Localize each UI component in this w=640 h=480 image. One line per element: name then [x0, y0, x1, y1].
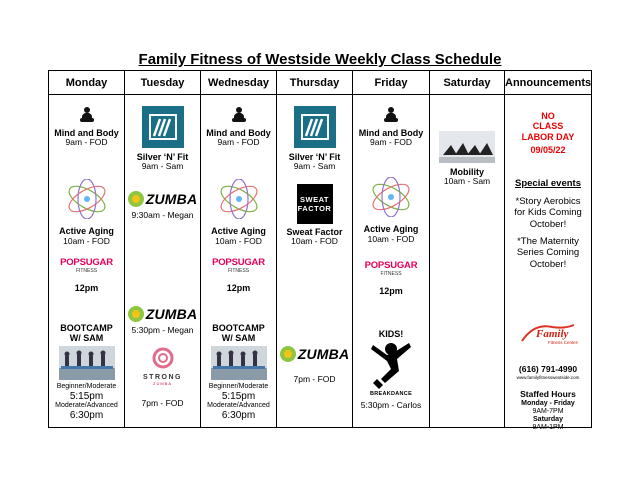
- svg-text:Family: Family: [536, 328, 569, 340]
- class-zumba-morning: [125, 191, 200, 221]
- notice-date: 09/05/22: [530, 145, 566, 156]
- class-level: Moderate/Advanced: [207, 402, 270, 410]
- popsugar-logo-sub: FITNESS: [75, 267, 98, 274]
- class-mind-and-body: [201, 107, 276, 148]
- announcements-column: [505, 95, 592, 431]
- class-popsugar: [49, 258, 124, 293]
- mobility-photo: [439, 131, 495, 163]
- header-thursday: Thursday: [277, 71, 353, 95]
- class-time: 10am - FOD: [215, 235, 262, 246]
- class-active-aging: [353, 177, 429, 245]
- class-name: Mobility: [450, 167, 484, 177]
- class-name: Active Aging: [211, 226, 266, 237]
- class-strong: [125, 347, 200, 409]
- kids-label: KIDS!: [378, 329, 404, 339]
- zumba-logo: ZUMBA: [125, 191, 200, 207]
- class-time: 9:30am - Megan: [131, 210, 194, 221]
- active-aging-icon: [214, 179, 264, 219]
- zumba-logo: ZUMBA: [125, 306, 200, 322]
- class-bootcamp: [201, 323, 276, 422]
- strong-logo: STRONG: [143, 374, 182, 382]
- sweat-factor-logo: SWEAT FACTOR: [297, 184, 333, 224]
- header-friday: Friday: [353, 71, 430, 95]
- class-name-sub: W/ SAM: [221, 333, 256, 344]
- class-silver-n-fit: [125, 106, 200, 172]
- monday-column: [49, 95, 125, 428]
- class-time: 10am - FOD: [367, 233, 415, 244]
- class-time: 10am - FOD: [63, 235, 110, 246]
- bootcamp-photo: [211, 346, 267, 380]
- class-time: 5:15pm: [69, 390, 104, 402]
- staffed-hours-heading: Staffed Hours: [520, 389, 576, 399]
- class-time: 12pm: [226, 282, 251, 293]
- family-fitness-logo: [505, 321, 591, 347]
- class-silver-n-fit: [277, 106, 352, 172]
- strong-logo-sub: ZUMBA: [153, 381, 172, 387]
- class-name: BOOTCAMP: [60, 323, 113, 333]
- bootcamp-photo: [59, 346, 115, 380]
- class-zumba: [277, 346, 352, 385]
- class-name: Silver ‘N’ Fit: [288, 152, 341, 162]
- class-sweat-factor: [277, 184, 352, 247]
- header-saturday: Saturday: [430, 71, 505, 95]
- class-popsugar: [353, 261, 429, 296]
- class-bootcamp: [49, 323, 124, 422]
- class-time: 7pm - FOD: [141, 398, 184, 409]
- class-time: 10am - Sam: [443, 176, 491, 187]
- friday-column: [353, 95, 430, 428]
- active-aging-icon: [366, 177, 416, 217]
- class-time: 12pm: [379, 285, 403, 296]
- class-time: 9am - Sam: [293, 161, 336, 172]
- class-time: 12pm: [74, 282, 99, 293]
- class-level: Beginner/Moderate: [56, 382, 117, 390]
- class-name: Mind and Body: [54, 128, 119, 138]
- popsugar-logo: POPSUGAR: [364, 260, 418, 271]
- class-time: 5:15pm: [221, 390, 256, 402]
- breakdance-logo: BREAKDANCE: [363, 339, 419, 397]
- active-aging-icon: [62, 179, 112, 219]
- class-breakdance: [353, 329, 429, 411]
- class-time: 6:30pm: [69, 410, 104, 422]
- class-time: 9am - FOD: [369, 137, 413, 148]
- class-name: BOOTCAMP: [212, 323, 265, 333]
- special-events-heading: Special events: [514, 178, 581, 189]
- contact-info: [505, 365, 591, 380]
- class-name-sub: W/ SAM: [69, 333, 104, 344]
- header-announcements: Announcements: [505, 71, 592, 95]
- popsugar-logo: POPSUGAR: [60, 257, 113, 268]
- class-time: 10am - FOD: [291, 236, 338, 247]
- zumba-logo: ZUMBA: [277, 346, 352, 362]
- class-level: Beginner/Moderate: [208, 382, 269, 390]
- class-name: Sweat Factor: [286, 227, 343, 237]
- header-monday: Monday: [49, 71, 125, 95]
- strong-logo-icon: [152, 347, 174, 369]
- popsugar-logo-sub: FITNESS: [227, 267, 250, 274]
- class-time: 5:30pm - Carlos: [360, 400, 422, 411]
- header-wednesday: Wednesday: [201, 71, 277, 95]
- schedule-table: [48, 70, 592, 431]
- class-mind-and-body: [353, 107, 429, 148]
- header-tuesday: Tuesday: [125, 71, 201, 95]
- class-name: Mind and Body: [206, 128, 271, 138]
- class-zumba-evening: [125, 306, 200, 336]
- svg-text:Fitness Centers: Fitness Centers: [548, 340, 578, 345]
- class-popsugar: [201, 258, 276, 293]
- class-time: 9am - FOD: [65, 137, 108, 148]
- class-level: Moderate/Advanced: [55, 402, 118, 410]
- class-name: Active Aging: [59, 226, 114, 237]
- class-mobility: [430, 131, 504, 187]
- silver-n-fit-logo: [142, 106, 184, 148]
- phone-number: (616) 791-4990: [518, 364, 578, 374]
- tuesday-column: [125, 95, 201, 428]
- popsugar-logo: POPSUGAR: [212, 257, 265, 268]
- page-title: Family Fitness of Westside Weekly Class Schedule: [138, 51, 502, 68]
- class-name: Silver ‘N’ Fit: [136, 152, 189, 162]
- special-events: Special events *Story Aerobics for Kids Coming October! *The Maternity Series Coming October!: [505, 179, 591, 270]
- meditation-icon: [384, 107, 398, 123]
- class-time: 9am - Sam: [141, 161, 184, 172]
- class-time: 6:30pm: [221, 410, 256, 422]
- class-active-aging: [49, 179, 124, 247]
- saturday-column: [430, 95, 505, 428]
- thursday-column: [277, 95, 353, 428]
- class-name: Active Aging: [363, 224, 419, 235]
- meditation-icon: [80, 107, 94, 123]
- labor-day-notice: NO CLASS LABOR DAY 09/05/22: [505, 111, 591, 155]
- class-name: Mind and Body: [358, 128, 424, 138]
- class-time: 9am - FOD: [217, 137, 260, 148]
- popsugar-logo-sub: FITNESS: [380, 270, 402, 277]
- website-link[interactable]: www.familyfitnesswestside.com: [516, 374, 580, 380]
- class-mind-and-body: [49, 107, 124, 148]
- staffed-hours: Staffed Hours Monday - Friday 9AM-7PM Saturday 9AM-1PM: [505, 390, 591, 432]
- meditation-icon: [232, 107, 246, 123]
- silver-n-fit-logo: [294, 106, 336, 148]
- wednesday-column: [201, 95, 277, 428]
- class-active-aging: [201, 179, 276, 247]
- class-time: 5:30pm - Megan: [131, 325, 194, 336]
- class-time: 7pm - FOD: [293, 374, 336, 385]
